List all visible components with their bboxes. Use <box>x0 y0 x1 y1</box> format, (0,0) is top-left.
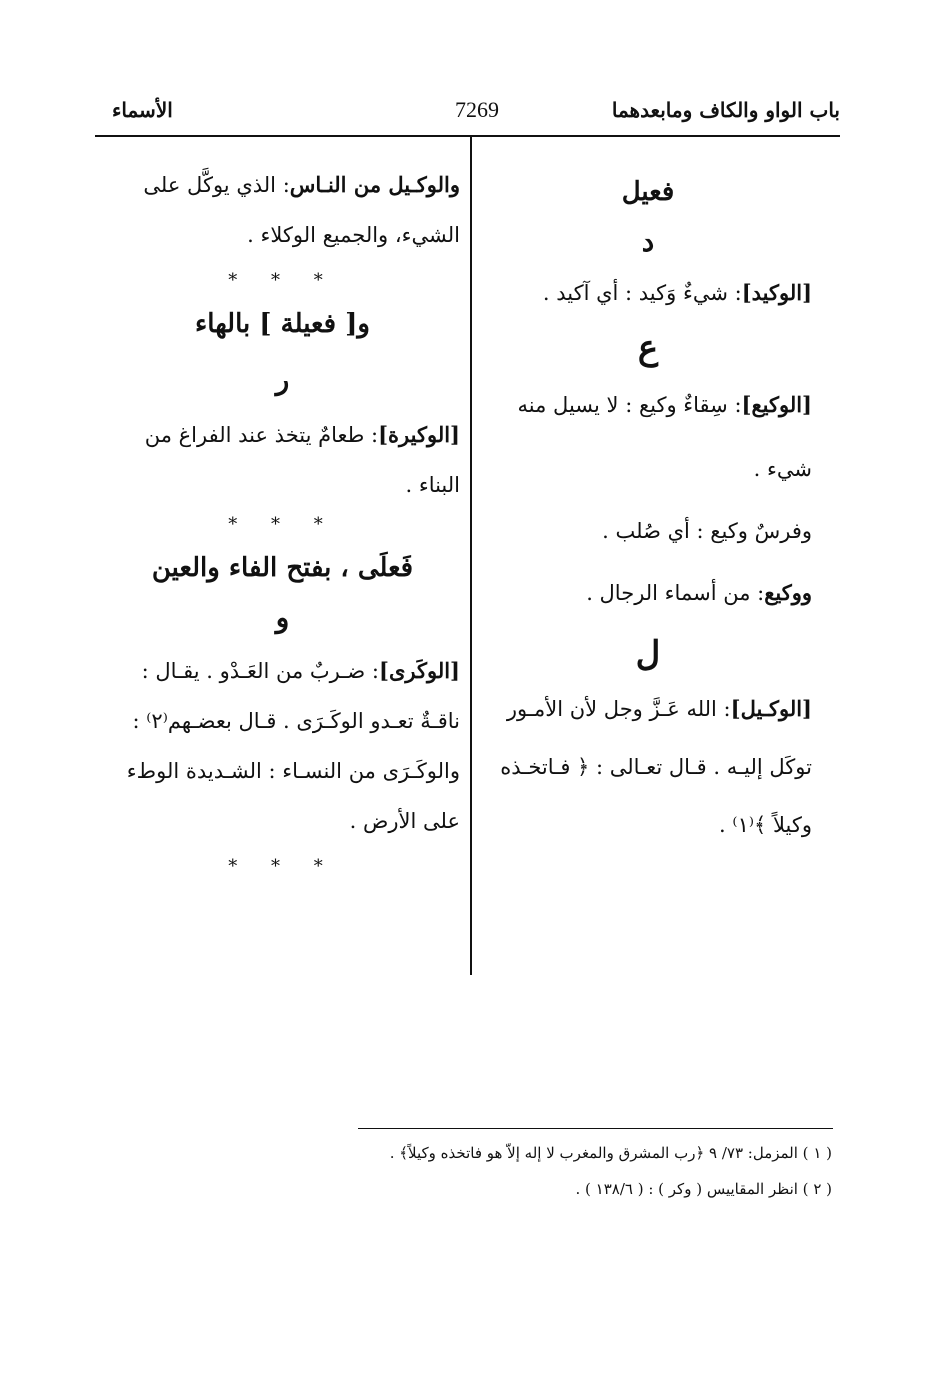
entry-waki <box>484 386 812 424</box>
separator-stars: * * * <box>228 270 337 291</box>
entry-text-line: والوكَـرَى من النسـاء : الشـديدة الوطء <box>126 759 460 783</box>
entry-wakira <box>105 410 460 460</box>
entry-text: : الله عَـزَّ وجل لأن الأمـور <box>506 697 731 721</box>
section-title: و[ فعيلة ] بالهاء <box>195 309 370 339</box>
right-column <box>484 165 812 842</box>
entry-wakara <box>105 646 460 696</box>
entry-text-line: وكيلاً ﴾⁽١⁾ . <box>719 813 812 837</box>
letter-heading: ل <box>635 634 661 674</box>
footnote-rule <box>358 1128 833 1129</box>
entry-text-line: على الأرض . <box>349 809 460 833</box>
entry-wakil-people <box>105 160 460 210</box>
letter-heading: و <box>275 601 290 634</box>
entry-waki-name <box>484 576 812 610</box>
separator-stars: * * * <box>228 856 337 877</box>
section-title: فعيل <box>621 177 675 207</box>
chapter-header: باب الواو والكاف ومابعدهما <box>611 98 840 122</box>
entry-text-line: ناقـةٌ تعـدو الوكَـرَى . قـال بعضـهم⁽٢⁾ : <box>132 709 460 733</box>
entry-text-line: البناء . <box>405 473 460 497</box>
entry-text: : شيءٌ وَكيد : أي آكيد . <box>542 281 742 305</box>
left-column <box>105 160 460 877</box>
entry-term: والوكـيل من النـاس <box>289 172 460 197</box>
entry-text-line: توكَل إليـه . قـال تعـالى : ﴿ فـاتخـذه <box>500 755 812 779</box>
entry-text-line: شيء . <box>753 457 812 481</box>
entry-text: : سِقاءٌ وكيع : لا يسيل منه <box>517 393 742 417</box>
entry-text-line: الشيء، والجميع الوكلاء . <box>247 223 460 247</box>
entry-text: : من أسماء الرجال . <box>586 581 765 605</box>
entry-term: ووكيع <box>764 580 812 605</box>
footnote-2: ( ٢ ) انظر المقاييس ( وكر ) : ( ١٣٨/٦ ) . <box>575 1180 832 1198</box>
letter-heading: ر <box>275 363 290 396</box>
separator-stars: * * * <box>228 514 337 535</box>
entry-text: : الذي يوكَّل على <box>143 173 290 197</box>
entry-term: [الوكيد] <box>741 280 812 305</box>
entry-term: [الوكَرى] <box>379 658 460 683</box>
entry-term: [الوكـيل] <box>730 696 812 721</box>
entry-text: : طعامٌ يتخذ عند الفراغ من <box>144 423 379 447</box>
entry-wakid <box>484 276 812 310</box>
page-number: 7269 <box>455 97 499 122</box>
section-header: الأسماء <box>112 98 173 122</box>
footnote-1: ( ١ ) المزمل: ٧٣/ ٩ ﴿رب المشرق والمغرب لا إله إلاّ هو فاتخذه وكيلاً﴾ . <box>389 1144 832 1162</box>
section-title: فَعلَى ، بفتح الفاء والعين <box>151 553 414 583</box>
letter-heading: ع <box>637 328 659 368</box>
entry-wakil <box>484 692 812 726</box>
entry-term: [الوكيع] <box>741 392 812 417</box>
entry-term: [الوكيرة] <box>378 422 460 447</box>
header-rule <box>95 135 840 137</box>
column-divider <box>470 137 472 975</box>
letter-heading: د <box>641 225 655 258</box>
entry-text: : ضـربٌ من العَـدْو . يقـال : <box>141 659 380 683</box>
entry-faras: وفرسٌ وكيع : أي صُلب . <box>602 519 812 543</box>
